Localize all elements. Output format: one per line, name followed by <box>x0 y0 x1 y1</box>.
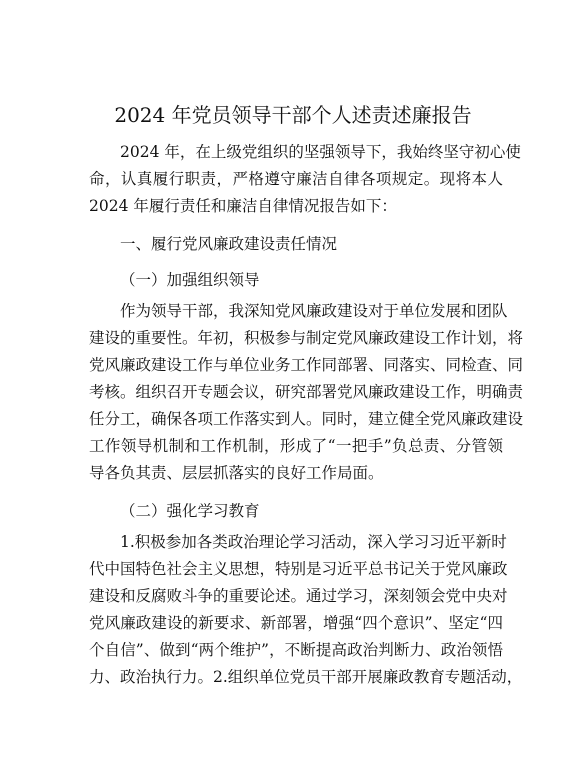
text-line: 作为领导干部，我深知党风廉政建设对于单位发展和团队 <box>120 302 508 320</box>
text-line: 建设的重要性。年初，积极参与制定党风廉政建设工作计划，将 <box>89 329 524 347</box>
document-title: 2024 年党员领导干部个人述责述廉报告 <box>114 103 472 127</box>
text-line: 建设和反腐败斗争的重要论述。通过学习，深刻领会党中央对 <box>89 587 508 605</box>
subsection-heading: （一）加强组织领导 <box>120 271 260 289</box>
document-body <box>89 139 524 691</box>
text-line: 党风廉政建设工作与单位业务工作同部署、同落实、同检查、同 <box>89 356 524 374</box>
text-line: 考核。组织召开专题会议，研究部署党风廉政建设工作，明确责 <box>89 383 524 401</box>
text-line: 命，认真履行职责，严格遵守廉洁自律各项规定。现将本人 <box>89 170 503 188</box>
text-line: 2024 年履行责任和廉洁自律情况报告如下： <box>89 197 397 215</box>
text-line: 代中国特色社会主义思想，特别是习近平总书记关于党风廉政 <box>89 560 508 578</box>
text-line: 党风廉政建设的新要求、新部署，增强“四个意识”、坚定“四 <box>89 614 503 632</box>
text-line: 任分工，确保各项工作落实到人。同时，建立健全党风廉政建设 <box>89 410 524 428</box>
text-line: 导各负其责、层层抓落实的良好工作局面。 <box>89 464 384 482</box>
intro-paragraph <box>89 139 521 220</box>
subsection-paragraph <box>89 298 524 487</box>
subsection-heading: （二）强化学习教育 <box>120 502 260 520</box>
text-line: 工作领导机制和工作机制，形成了“一把手”负总责、分管领 <box>89 437 503 455</box>
text-line: 力、政治执行力。2.组织单位党员干部开展廉政教育专题活动， <box>89 668 523 686</box>
section-heading: 一、履行党风廉政建设责任情况 <box>120 235 338 253</box>
subsection-paragraph <box>89 529 523 691</box>
text-line: 1.积极参加各类政治理论学习活动，深入学习习近平新时 <box>120 533 507 551</box>
text-line: 个自信”、做到“两个维护”，不断提高政治判断力、政治领悟 <box>89 641 503 659</box>
text-line: 2024 年，在上级党组织的坚强领导下，我始终坚守初心使 <box>120 143 521 161</box>
